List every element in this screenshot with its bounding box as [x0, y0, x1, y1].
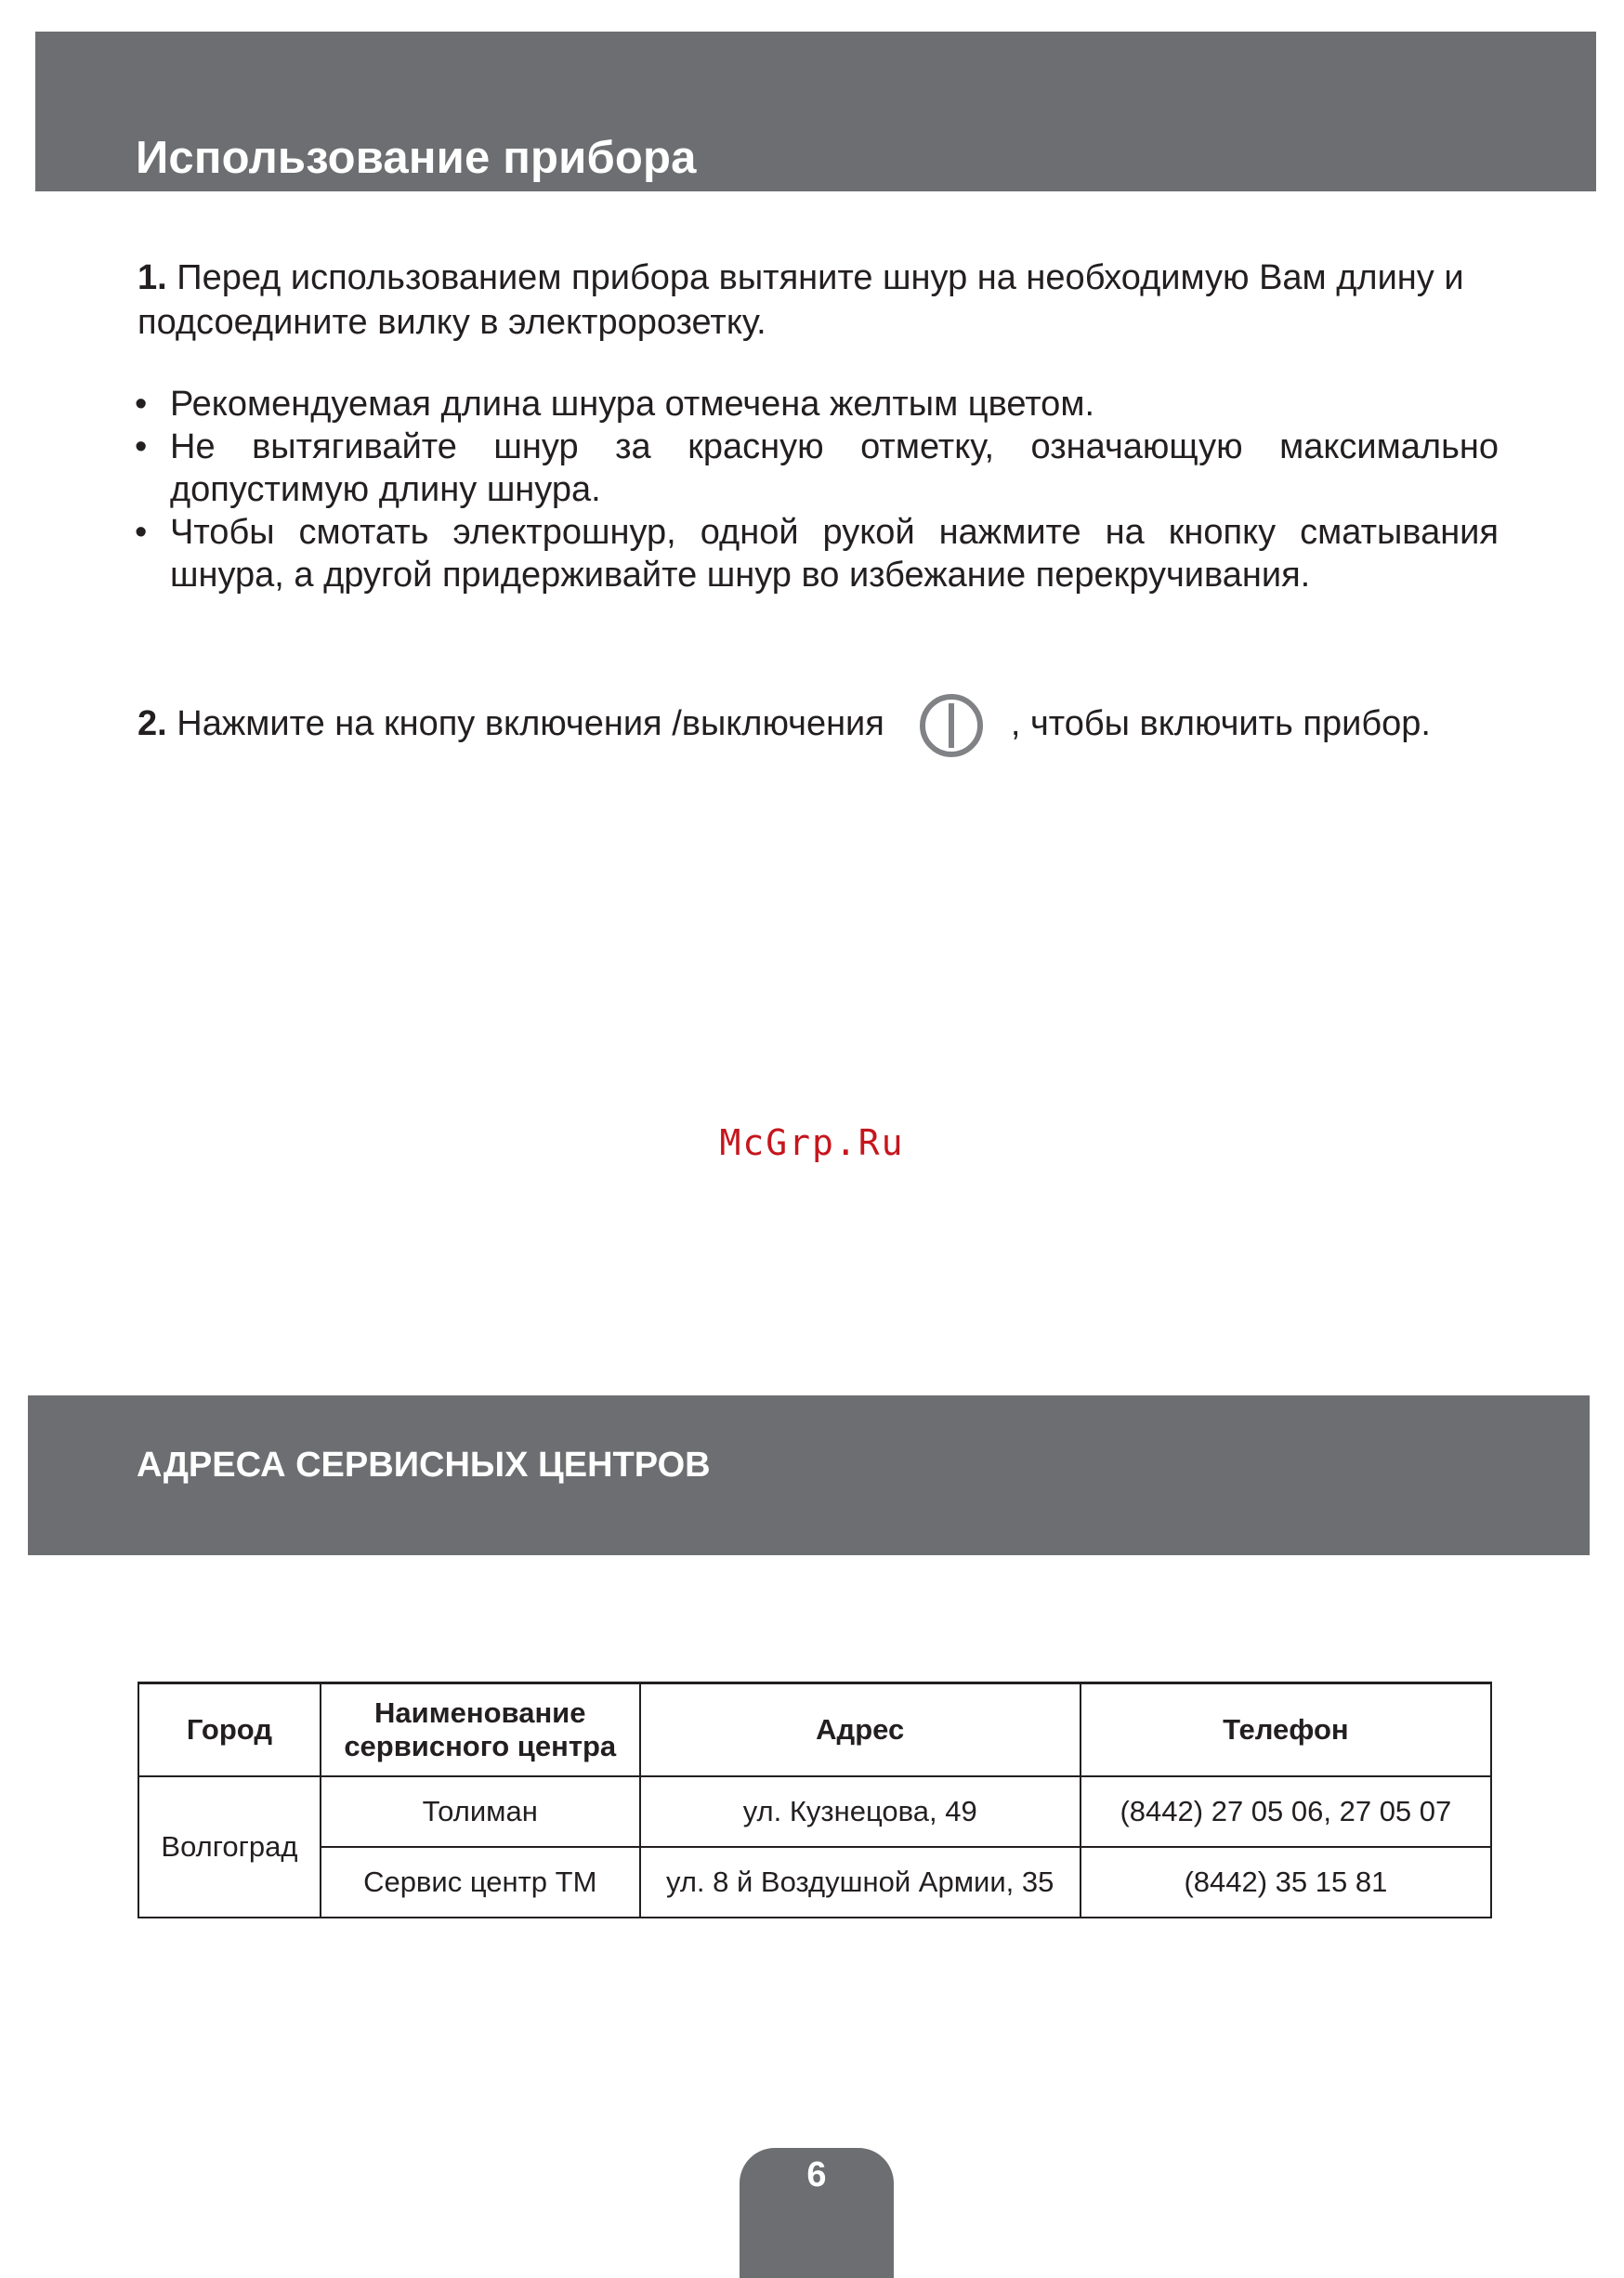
list-item [133, 383, 1499, 425]
list-item [133, 511, 1499, 596]
step-text: Перед использованием прибора вытяните шнур на необходимую Вам длину и подсоедините вилку в электророзетку. [138, 258, 1464, 342]
section-title: Использование прибора [136, 133, 697, 183]
name-cell: Сервис центр ТМ [321, 1847, 640, 1918]
step-number: 1. [138, 258, 167, 297]
section-title: АДРЕСА СЕРВИСНЫХ ЦЕНТРОВ [137, 1446, 711, 1485]
bullet-icon: • [135, 513, 148, 552]
list-item-text: Не вытягивайте шнур за красную отметку, означающую максимально допустимую длину шнура. [170, 427, 1499, 509]
column-header-city: Город [138, 1683, 321, 1777]
page-number: 6 [740, 2148, 894, 2278]
step-text-after: , чтобы включить прибор. [1010, 704, 1431, 744]
bullet-icon: • [135, 385, 148, 424]
phone-cell: (8442) 35 15 81 [1080, 1847, 1491, 1918]
step-number: 2. [138, 704, 167, 744]
watermark: McGrp.Ru [719, 1122, 905, 1163]
column-header-phone: Телефон [1080, 1683, 1491, 1777]
table-row [138, 1847, 1491, 1918]
column-header-name: Наименование сервисного центра [321, 1683, 640, 1777]
address-cell: ул. Кузнецова, 49 [640, 1776, 1080, 1847]
step-2 [138, 692, 1494, 759]
city-cell: Волгоград [138, 1776, 321, 1918]
column-header-address: Адрес [640, 1683, 1080, 1777]
step-text-before: Нажмите на кнопу включения /выключения [177, 704, 884, 744]
step-1 [138, 255, 1494, 345]
cord-notes-list [133, 383, 1499, 596]
address-cell: ул. 8 й Воздушной Армии, 35 [640, 1847, 1080, 1918]
power-button-icon [918, 692, 985, 759]
table-row [138, 1776, 1491, 1847]
list-item-text: Чтобы смотать электрошнур, одной рукой нажмите на кнопку сматывания шнура, а другой придерживайте шнур во избежание перекручивания. [170, 513, 1499, 595]
phone-cell: (8442) 27 05 06, 27 05 07 [1080, 1776, 1491, 1847]
bullet-icon: • [135, 427, 148, 466]
name-cell: Толиман [321, 1776, 640, 1847]
list-item-text: Рекомендуемая длина шнура отмечена желтым цветом. [170, 385, 1094, 424]
service-centers-table [138, 1682, 1492, 1918]
table-header-row [138, 1683, 1491, 1777]
section-header-usage [35, 32, 1596, 191]
section-header-service [28, 1395, 1590, 1555]
list-item [133, 425, 1499, 511]
